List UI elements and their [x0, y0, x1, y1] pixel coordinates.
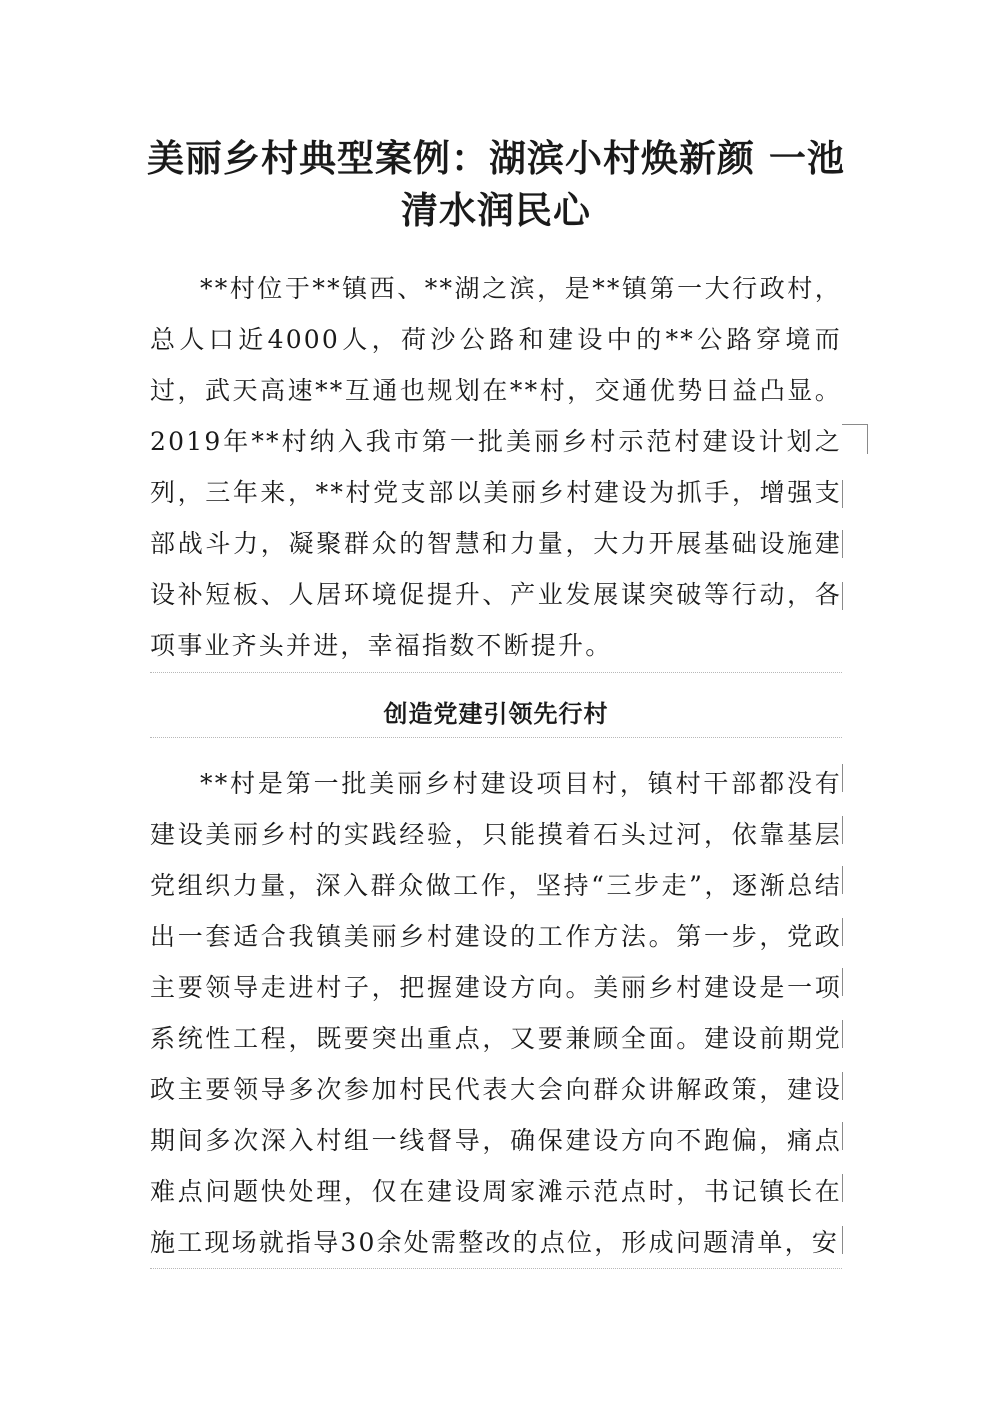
margin-mark: [842, 1226, 843, 1254]
page-bottom-divider: [150, 1268, 842, 1269]
body-paragraph: **村是第一批美丽乡村建设项目村，镇村干部都没有建设美丽乡村的实践经验，只能摸着石头过河，依靠基层党组织力量，深入群众做工作，坚持“三步走”，逐渐总结出一套适合我镇美丽乡村建设的工作方法。第一步，党政主要领导走进村子，把握建设方向。美丽乡村建设是一项系统性工程，既要突出重点，又要兼顾全面。建设前期党政主要领导多次参加村民代表大会向群众讲解政策，建设期间多次深入村组一线督导，确保建设方向不跑偏，痛点难点问题快处理，仅在建设周家滩示范点时，书记镇长在施工现场就指导30余处需整改的点位，形成问题清单，安: [150, 769, 842, 1257]
section-heading: 创造党建引领先行村: [383, 699, 609, 728]
paragraph-divider: [150, 672, 842, 673]
margin-mark: [842, 480, 843, 508]
margin-mark: [842, 764, 843, 792]
margin-mark: [842, 1174, 843, 1202]
margin-mark: [842, 1020, 843, 1048]
margin-mark: [842, 816, 843, 844]
margin-mark: [842, 1122, 843, 1150]
margin-mark: [842, 918, 843, 946]
margin-mark: [842, 968, 843, 996]
intro-paragraph: **村位于**镇西、**湖之滨，是**镇第一大行政村，总人口近4000人，荷沙公路和建设中的**公路穿境而过，武天高速**互通也规划在**村，交通优势日益凸显。2019年**村纳入我市第一批美丽乡村示范村建设计划之列，三年来，**村党支部以美丽乡村建设为抓手，增强支部战斗力，凝聚群众的智慧和力量，大力开展基础设施建设补短板、人居环境促提升、产业发展谋突破等行动，各项事业齐头并进，幸福指数不断提升。: [150, 274, 842, 660]
document-title: 美丽乡村典型案例：湖滨小村焕新颜 一池清水润民心: [147, 136, 845, 232]
section-divider: [150, 737, 842, 738]
margin-mark: [842, 582, 843, 610]
margin-bracket: [842, 424, 868, 454]
margin-mark: [842, 1072, 843, 1100]
margin-mark: [842, 530, 843, 558]
margin-mark: [842, 866, 843, 894]
